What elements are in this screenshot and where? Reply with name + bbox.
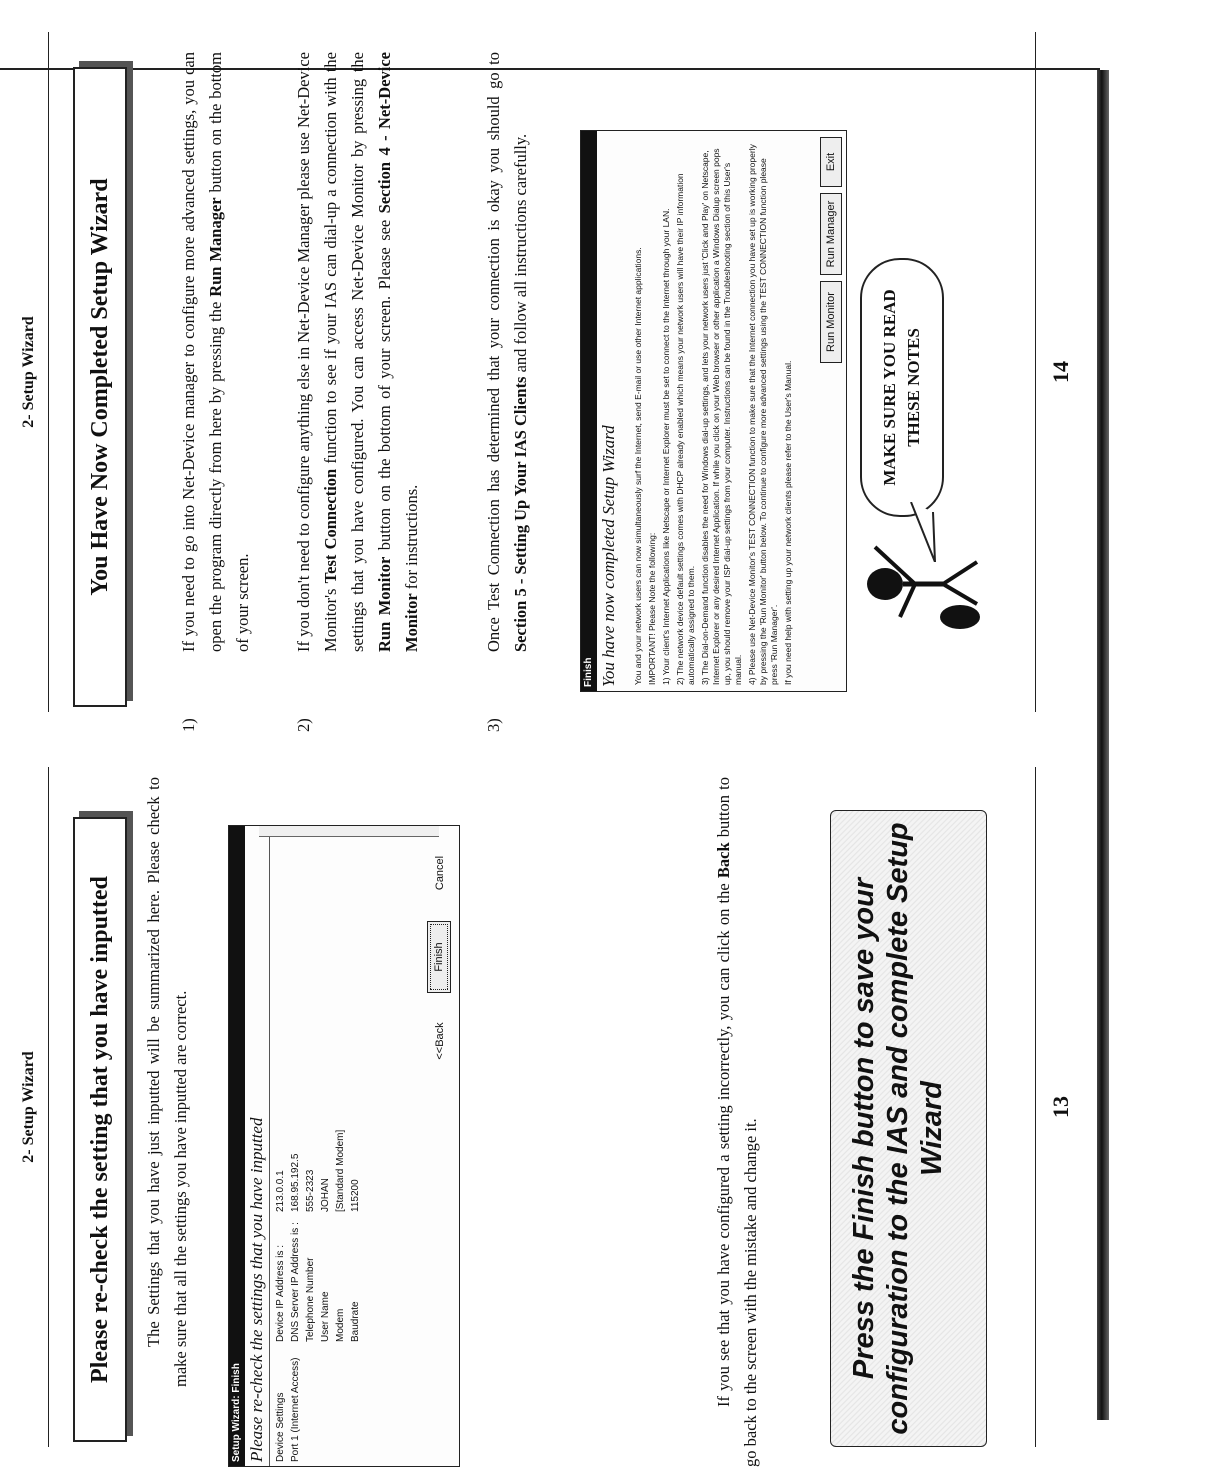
section-title: You Have Now Completed Setup Wizard <box>73 67 127 707</box>
list-item-number: 2) <box>294 718 313 732</box>
page-number: 13 <box>1048 1096 1073 1118</box>
settings-row <box>273 846 288 1462</box>
header-rule <box>48 32 49 712</box>
dialog-note-line: 2) The network device default settings comes with DHCP already enabled which means your network users will have their IP information automatically assigned to them. <box>675 173 696 685</box>
back-paragraph <box>710 777 764 1467</box>
settings-group: Device Settings <box>275 1392 286 1462</box>
dialog-titlebar: Finish <box>581 131 597 691</box>
settings-value: JOHAN <box>320 1178 331 1212</box>
dialog-scrollbar[interactable] <box>259 826 439 837</box>
settings-label: Baudrate <box>350 1301 361 1342</box>
settings-value: [Standard Modem] <box>335 1129 346 1212</box>
list-item-bold-text: Section 5 - Setting Up Your IAS Clients <box>511 376 530 652</box>
list-item-text: function to see if your IAS can dial-up a connection with the settings that you have configured. You can access Net-Device Monitor by pressing the <box>321 52 367 652</box>
list-item-bold-text: Section 4 - Net-Device Monitor <box>375 52 421 652</box>
dialog-note-line: IMPORTANT! Please Note the following: <box>647 532 657 685</box>
list-item-number: 3) <box>484 718 503 732</box>
settings-row <box>288 846 303 1462</box>
list-item-text: button on the bottom of your screen. <box>206 52 252 652</box>
speech-bubble: MAKE SURE YOU READ THESE NOTES <box>860 258 944 517</box>
settings-label: User Name <box>320 1291 331 1342</box>
list-item-text: If you don't need to configure anything else in Net-Device Manager please use Net-Device Monitor's <box>294 52 340 652</box>
list-item-number: 1) <box>179 718 198 732</box>
banner-text: Press the Finish button to save your configuration to the IAS and complete Setup Wizard <box>848 822 948 1435</box>
run-manager-button[interactable]: Run Manager <box>820 193 842 275</box>
completed-dialog <box>580 130 847 692</box>
settings-value: 168.95.192.5 <box>290 1153 301 1212</box>
dialog-note-line: 4) Please use Net-Device Monitor's TEST CONNECTION function to make sure that the Internet connection you have set up is working properly by pressing the 'Run Monitor' button below. To continue to configure more advanced settings using the TEST CONNECTION function please press 'Run Manager'. <box>747 144 779 685</box>
dialog-note-line: If you need help with setting up your network clients please refer to the User's Manual. <box>783 360 793 685</box>
back-text-bold: Back <box>714 842 733 879</box>
settings-value: 115200 <box>350 1179 361 1212</box>
list-item <box>290 52 425 732</box>
speech-bubble-tail <box>905 502 945 562</box>
page-14 <box>0 12 1100 732</box>
settings-row <box>348 846 363 1462</box>
list-item-bold-text: Run Manager <box>206 197 225 297</box>
settings-group <box>333 1342 348 1462</box>
page-13 <box>0 747 1100 1467</box>
settings-group <box>348 1342 363 1462</box>
back-text-before: If you see that you have configured a setting incorrectly, you can click on the <box>714 883 733 1407</box>
cancel-button[interactable]: Cancel <box>434 855 446 891</box>
dialog-titlebar: Setup Wizard: Finish <box>229 826 245 1466</box>
exit-button[interactable]: Exit <box>820 137 842 187</box>
scroll-banner <box>830 810 987 1447</box>
list-item <box>175 52 256 732</box>
back-text-after: button to go back to the screen with the mistake and change it. <box>714 777 760 1467</box>
list-item-text: and follow all instructions carefully. <box>511 133 530 377</box>
settings-label: Telephone Number <box>305 1257 316 1342</box>
back-button[interactable]: <<Back <box>434 1022 446 1060</box>
dialog-heading: Please re-check the settings that you have inputted <box>245 826 270 1466</box>
settings-value: 555-2323 <box>305 1169 316 1212</box>
settings-label: Device IP Address is : <box>275 1244 286 1342</box>
settings-label: DNS Server IP Address is : <box>290 1222 301 1342</box>
dialog-heading: You have now completed Setup Wizard <box>599 425 618 687</box>
header-rule <box>48 767 49 1447</box>
footer-rule <box>1035 32 1036 712</box>
list-item-text: If you need to go into Net-Device manager to configure more advanced settings, you can open the program directly from here by pressing the <box>179 52 225 652</box>
settings-label: Modem <box>335 1308 346 1342</box>
list-item-text: button on the bottom of your screen. Please see <box>375 213 394 557</box>
dialog-note-line: 3) The Dial-on-Demand function disables the need for Windows dial-up settings, and lets your network users just 'Click and Play' on Netscape, Internet Explorer or any desired Internet Application. If while you click on your Web browser or other application a Windows Dialup screen pops up, you should remove your ISP dial-up settings from your computer. Instructions can be found in the Troubleshooting section of this User's manual. <box>700 148 743 685</box>
settings-value: 213.0.0.1 <box>275 1170 286 1212</box>
finish-dialog <box>228 825 460 1467</box>
dialog-note-line: 1) Your client's Internet Applications like Netscape or Internet Explorer must be set to connect to the Internet through your LAN. <box>661 208 671 685</box>
settings-group <box>318 1342 333 1462</box>
settings-group <box>303 1342 318 1462</box>
finish-button[interactable]: Finish <box>427 921 451 993</box>
list-item-bold-text: Test Connection <box>321 468 340 584</box>
list-item-text: for instructions. <box>402 484 421 594</box>
settings-row <box>333 846 348 1462</box>
section-title: Please re-check the setting that you have inputted <box>73 817 127 1442</box>
page-number: 14 <box>1048 361 1073 383</box>
intro-paragraph: The Settings that you have just inputted will be summarized here. Please check to make sure that all the settings you have inputted are correct. <box>144 777 190 1387</box>
settings-summary-list <box>273 846 363 1462</box>
dialog-notes <box>633 137 797 685</box>
list-item <box>480 52 534 732</box>
settings-row <box>303 846 318 1462</box>
settings-group: Port 1 (Internet Access) <box>290 1357 301 1462</box>
list-item-text: Once Test Connection has determined that your connection is okay you should go to <box>484 52 503 652</box>
settings-row <box>318 846 333 1462</box>
footer-rule <box>1035 767 1036 1447</box>
running-head: 2- Setup Wizard <box>20 1051 37 1163</box>
running-head: 2- Setup Wizard <box>20 316 37 428</box>
dialog-note-line: You and your network users can now simultaneously surf the Internet, send E-mail or use other Internet applications. <box>633 247 643 685</box>
list-item-bold-text: Run Monitor <box>375 556 394 652</box>
run-monitor-button[interactable]: Run Monitor <box>820 281 842 363</box>
